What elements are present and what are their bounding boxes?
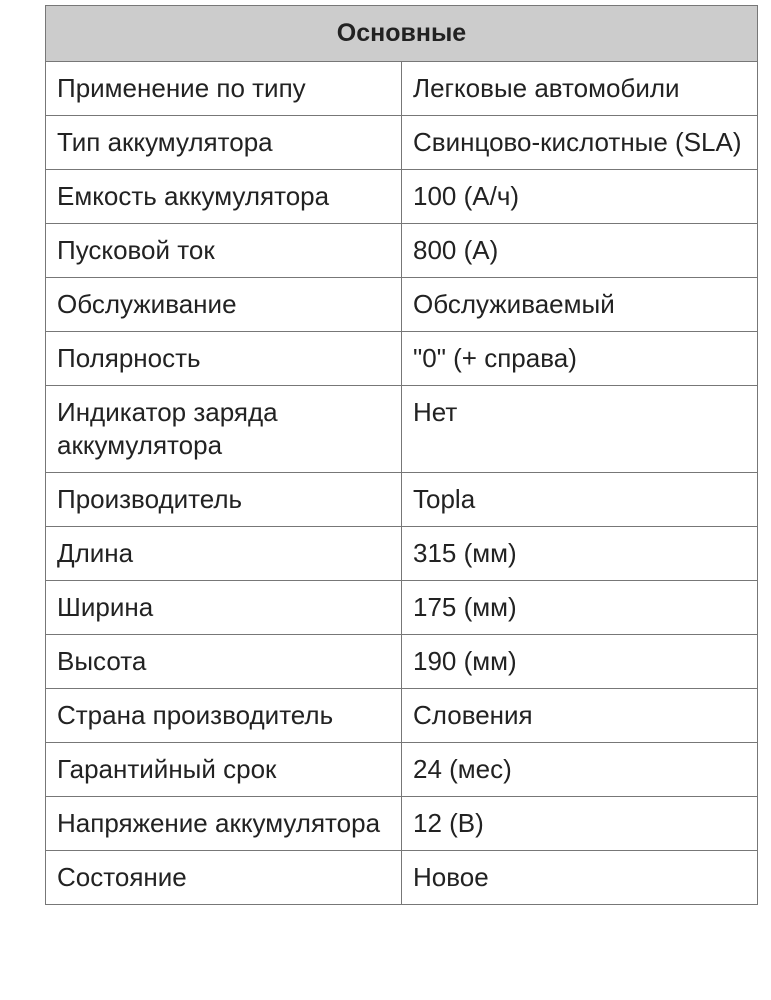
row-label: Применение по типу — [46, 62, 402, 116]
row-value: 800 (А) — [402, 224, 758, 278]
table-header: Основные — [46, 6, 758, 62]
row-value: 190 (мм) — [402, 635, 758, 689]
table-row — [46, 386, 758, 473]
table-row — [46, 224, 758, 278]
table-row — [46, 170, 758, 224]
table-row — [46, 689, 758, 743]
row-value: Topla — [402, 473, 758, 527]
row-label: Гарантийный срок — [46, 743, 402, 797]
table-row — [46, 62, 758, 116]
table-row — [46, 527, 758, 581]
row-label: Страна производитель — [46, 689, 402, 743]
row-label: Емкость аккумулятора — [46, 170, 402, 224]
row-label: Производитель — [46, 473, 402, 527]
table-row — [46, 635, 758, 689]
table-row — [46, 278, 758, 332]
row-value: 100 (А/ч) — [402, 170, 758, 224]
row-value: "0" (+ справа) — [402, 332, 758, 386]
table-header-row — [46, 6, 758, 62]
row-label: Тип аккумулятора — [46, 116, 402, 170]
row-label: Пусковой ток — [46, 224, 402, 278]
table-row — [46, 332, 758, 386]
row-value: 175 (мм) — [402, 581, 758, 635]
row-value: 315 (мм) — [402, 527, 758, 581]
row-value: Словения — [402, 689, 758, 743]
row-label: Ширина — [46, 581, 402, 635]
table-row — [46, 851, 758, 905]
row-value: Свинцово-кислотные (SLA) — [402, 116, 758, 170]
table-row — [46, 116, 758, 170]
row-label: Напряжение аккумулятора — [46, 797, 402, 851]
row-value: Нет — [402, 386, 758, 473]
specs-table — [45, 5, 758, 905]
table-row — [46, 743, 758, 797]
row-label: Индикатор заряда аккумулятора — [46, 386, 402, 473]
row-value: Обслуживаемый — [402, 278, 758, 332]
row-value: 12 (В) — [402, 797, 758, 851]
table-row — [46, 473, 758, 527]
row-label: Высота — [46, 635, 402, 689]
table-row — [46, 797, 758, 851]
row-value: Новое — [402, 851, 758, 905]
row-label: Обслуживание — [46, 278, 402, 332]
row-label: Полярность — [46, 332, 402, 386]
row-label: Состояние — [46, 851, 402, 905]
row-value: Легковые автомобили — [402, 62, 758, 116]
row-label: Длина — [46, 527, 402, 581]
row-value: 24 (мес) — [402, 743, 758, 797]
table-row — [46, 581, 758, 635]
